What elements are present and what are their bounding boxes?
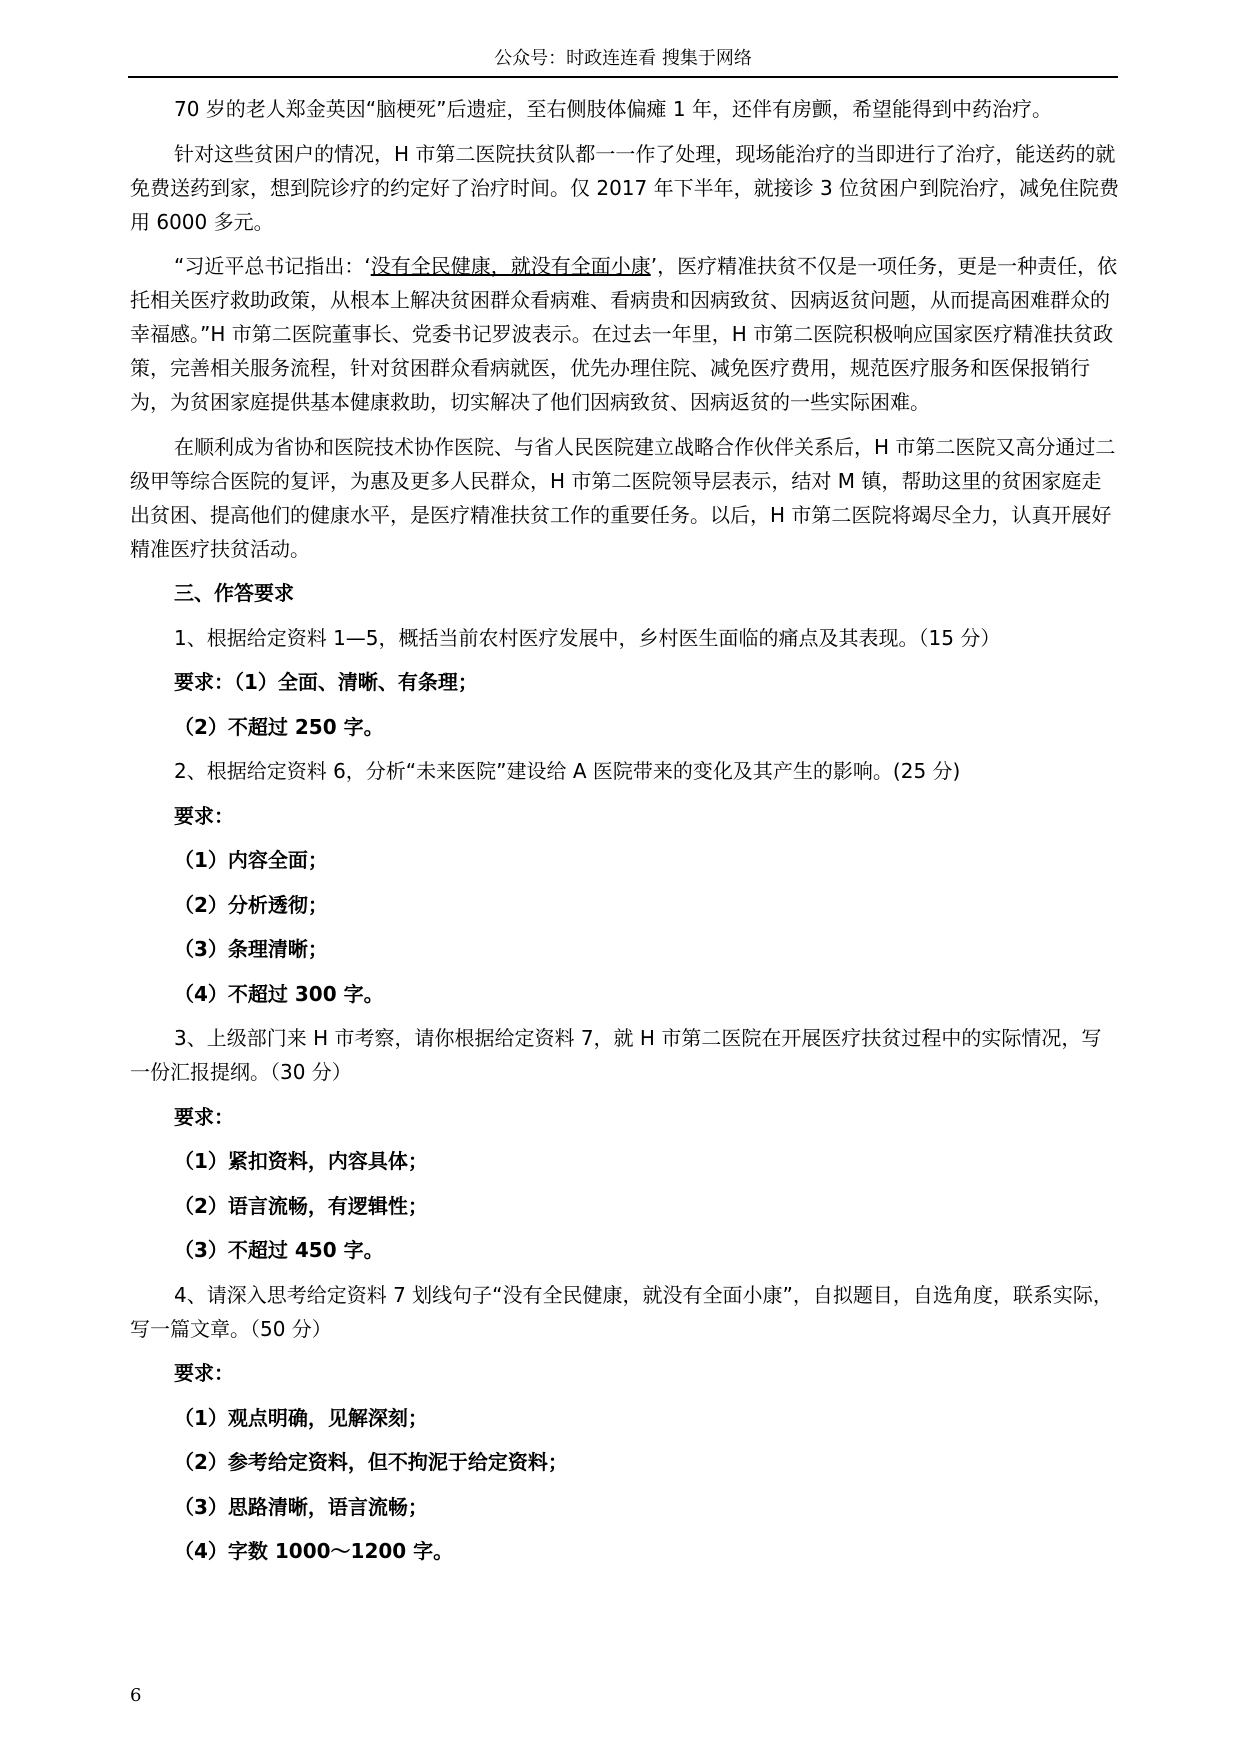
paragraph-3-start: “习近平总书记指出：‘ — [174, 254, 371, 278]
q4-requirement-4: （4）字数 1000～1200 字。 — [174, 1539, 454, 1563]
q4-requirement-1: （1）观点明确，见解深刻； — [174, 1405, 428, 1430]
page-number: 6 — [130, 1685, 142, 1706]
q3-requirement-label: 要求： — [174, 1104, 234, 1129]
question-4: 4、请深入思考给定资料 7 划线句子“没有全民健康，就没有全面小康”，自拟题目，自选角度，联系实际，写一篇文章。（50 分） — [130, 1282, 1113, 1341]
q1-requirement-2: （2）不超过 250 字。 — [174, 714, 384, 739]
q2-requirement-1: （1）内容全面； — [174, 848, 328, 872]
q4-requirement-2: （2）参考给定资料，但不拘泥于给定资料； — [174, 1450, 568, 1474]
q3-requirement-1: （1）紧扣资料，内容具体； — [174, 1149, 428, 1173]
q2-requirement-2: （2）分析透彻； — [174, 892, 328, 917]
question-1: 1、根据给定资料 1—5，概括当前农村医疗发展中，乡村医生面临的痛点及其表现。（15 分） — [174, 625, 1001, 650]
paragraph-2: 针对这些贫困户的情况，H 市第二医院扶贫队都一一作了处理，现场能治疗的当即进行了治疗，能送药的就免费送药到家，想到院诊疗的约定好了治疗时间。仅 2017 年下半年，就接诊 3 位贫困户到院治疗，减免住院费用 6000 多元。 — [130, 141, 1120, 234]
q1-requirement-1: 要求：（1）全面、清晰、有条理； — [174, 670, 478, 694]
q3-requirement-3: （3）不超过 450 字。 — [174, 1238, 384, 1262]
underlined-quote: 没有全民健康，就没有全面小康 — [370, 254, 651, 278]
paragraph-4: 在顺利成为省协和医院技术协作医院、与省人民医院建立战略合作伙伴关系后，H 市第二医院又高分通过二级甲等综合医院的复评，为惠及更多人民群众，H 市第二医院领导层表示，结对 M 镇，帮助这里的贫困家庭走出贫困、提高他们的健康水平，是医疗精准扶贫工作的重要任务。以后，H 市第二医院将竭尽全力，认真开展好精准医疗扶贫活动。 — [130, 434, 1116, 561]
paragraph-1: 70 岁的老人郑金英因“脑梗死”后遗症，至右侧肢体偏瘫 1 年，还伴有房颤，希望能得到中药治疗。 — [174, 97, 1052, 121]
q3-requirement-2: （2）语言流畅，有逻辑性； — [174, 1193, 428, 1218]
page-header — [128, 44, 1118, 78]
section-title: 三、作答要求 — [174, 581, 294, 605]
q2-requirement-4: （4）不超过 300 字。 — [174, 981, 384, 1006]
q4-requirement-3: （3）思路清晰，语言流畅； — [174, 1494, 428, 1519]
q4-requirement-label: 要求： — [174, 1361, 234, 1385]
document-body — [130, 92, 1120, 1579]
question-3: 3、上级部门来 H 市考察，请你根据给定资料 7，就 H 市第二医院在开展医疗扶贫过程中的实际情况，写一份汇报提纲。（30 分） — [130, 1026, 1102, 1084]
header-text: 公众号：时政连连看 搜集于网络 — [494, 48, 752, 69]
q2-requirement-3: （3）条理清晰； — [174, 937, 328, 961]
paragraph-3-end: ’，医疗精准扶贫不仅是一项任务，更是一种责任，依托相关医疗救助政策，从根本上解决贫困群众看病难、看病贵和因病致贫、因病返贫问题，从而提高困难群众的幸福感。”H 市第二医院董事长、党委书记罗波表示。在过去一年里，H 市第二医院积极响应国家医疗精准扶贫政策，完善相关服务流程，针对贫困群众看病就医，优先办理住院、减免医疗费用，规范医疗服务和医保报销行为，为贫困家庭提供基本健康救助，切实解决了他们因病致贫、因病返贫的一些实际困难。 — [130, 254, 1118, 414]
question-2: 2、根据给定资料 6，分析“未来医院”建设给 A 医院带来的变化及其产生的影响。(25 分) — [174, 759, 961, 783]
q2-requirement-label: 要求： — [174, 803, 234, 828]
paragraph-3 — [130, 249, 1120, 419]
